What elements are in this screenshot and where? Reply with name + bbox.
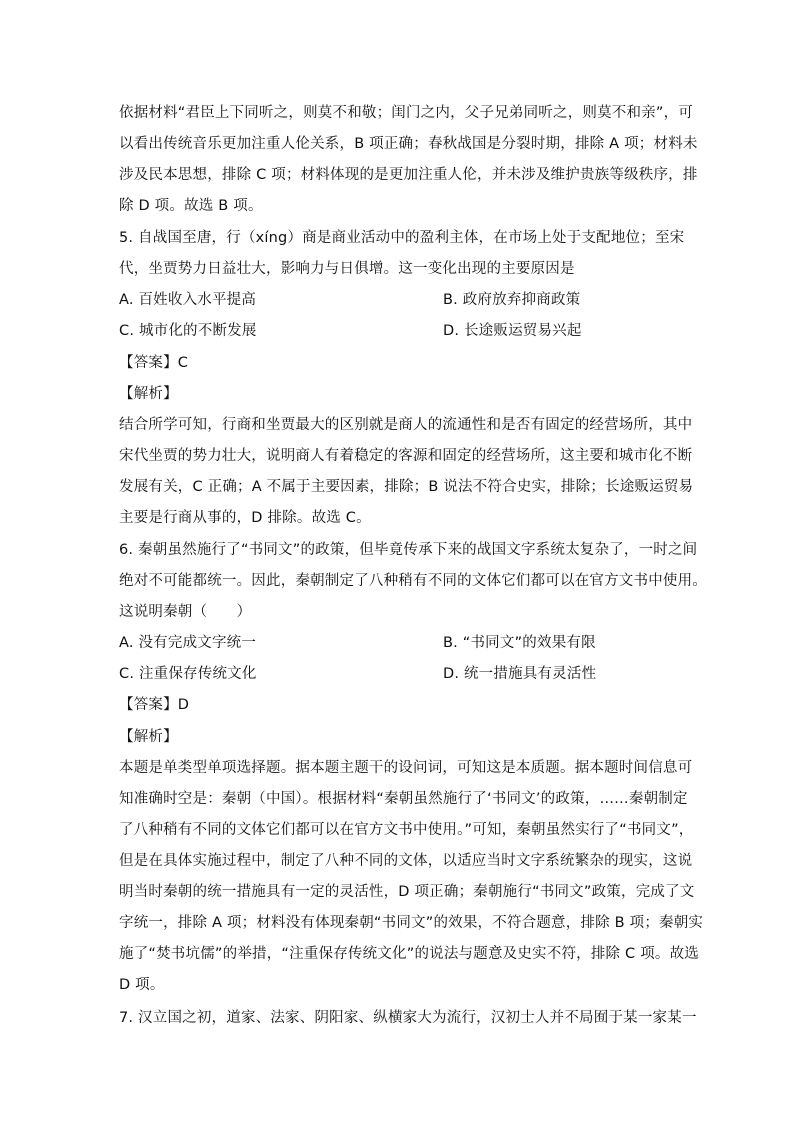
analysis-label: 【解析】	[119, 386, 178, 402]
paragraph-line: 知准确时空是：秦朝（中国）。根据材料“秦朝虽然施行了‘书同文’的政策，……秦朝制定	[119, 791, 688, 807]
paragraph-line: 明当时秦朝的统一措施具有一定的灵活性，D 项正确；秦朝施行“书同文”政策，完成了文	[119, 884, 695, 900]
answer-label: 【答案】C	[119, 355, 189, 371]
q5-option-a: A. 百姓收入水平提高	[119, 292, 257, 308]
q6-option-b: B. “书同文”的效果有限	[443, 635, 596, 651]
analysis-label: 【解析】	[119, 729, 178, 745]
paragraph-line: 发展有关，C 正确；A 不属于主要因素，排除；B 说法不符合史实，排除；长途贩运贸易	[119, 479, 694, 495]
question-6-stem: 这说明秦朝（ ）	[119, 604, 252, 620]
q6-option-a: A. 没有完成文字统一	[119, 635, 257, 651]
question-5-stem: 5. 自战国至唐，行（xíng）商是商业活动中的盈利主体，在市场上处于支配地位；至宋	[119, 230, 685, 246]
paragraph-line: 本题是单类型单项选择题。据本题主题干的设问词，可知这是本质题。据本题时间信息可	[119, 760, 693, 776]
q5-option-d: D. 长途贩运贸易兴起	[443, 323, 582, 339]
paragraph-line: 除 D 项。故选 B 项。	[119, 198, 263, 214]
q5-option-b: B. 政府放弃抑商政策	[443, 292, 581, 308]
paragraph-line: 但是在具体实施过程中，制定了八种不同的文体，以适应当时文字系统繁杂的现实，这说	[119, 853, 693, 869]
q5-option-c: C. 城市化的不断发展	[119, 323, 257, 339]
paragraph-line: 宋代坐贾的势力壮大，说明商人有着稳定的客源和固定的经营场所，这主要和城市化不断	[119, 448, 693, 464]
paragraph-line: 主要是行商从事的，D 排除。故选 C。	[119, 510, 371, 526]
paragraph-line: 涉及民本思想，排除 C 项；材料体现的是更加注重人伦，并未涉及维护贵族等级秩序，排	[119, 167, 698, 183]
paragraph-line: 以看出传统音乐更加注重人伦关系，B 项正确；春秋战国是分裂时期，排除 A 项；材料未	[119, 136, 698, 152]
question-7-stem: 7. 汉立国之初，道家、法家、阴阳家、纵横家大为流行，汉初士人并不局囿于某一家某一	[119, 1010, 697, 1026]
paragraph-line: 结合所学可知，行商和坐贾最大的区别就是商人的流通性和是否有固定的经营场所，其中	[119, 417, 693, 433]
question-6-stem: 绝对不可能都统一。因此，秦朝制定了八种稍有不同的文体它们都可以在官方文书中使用。	[119, 573, 707, 589]
paragraph-line: 字统一，排除 A 项；材料没有体现秦朝“书同文”的效果，不符合题意，排除 B 项；秦朝实	[119, 915, 704, 931]
paragraph-line: D 项。	[119, 977, 165, 993]
paragraph-line: 依据材料“君臣上下同听之，则莫不和敬；闺门之内，父子兄弟同听之，则莫不和亲”，可	[119, 105, 694, 121]
q6-option-c: C. 注重保存传统文化	[119, 666, 257, 682]
paragraph-line: 施了“焚书坑儒”的举措，“注重保存传统文化”的说法与题意及史实不符，排除 C 项。故选	[119, 946, 699, 962]
paragraph-line: 了八种稍有不同的文体它们都可以在官方文书中使用。”可知，秦朝虽然实行了“书同文”，	[119, 822, 694, 838]
question-6-stem: 6. 秦朝虽然施行了“书同文”的政策，但毕竟传承下来的战国文字系统太复杂了，一时之间	[119, 542, 698, 558]
q6-option-d: D. 统一措施具有灵活性	[443, 666, 597, 682]
answer-label: 【答案】D	[119, 697, 190, 713]
question-5-stem: 代，坐贾势力日益壮大，影响力与日俱增。这一变化出现的主要原因是	[119, 261, 575, 277]
